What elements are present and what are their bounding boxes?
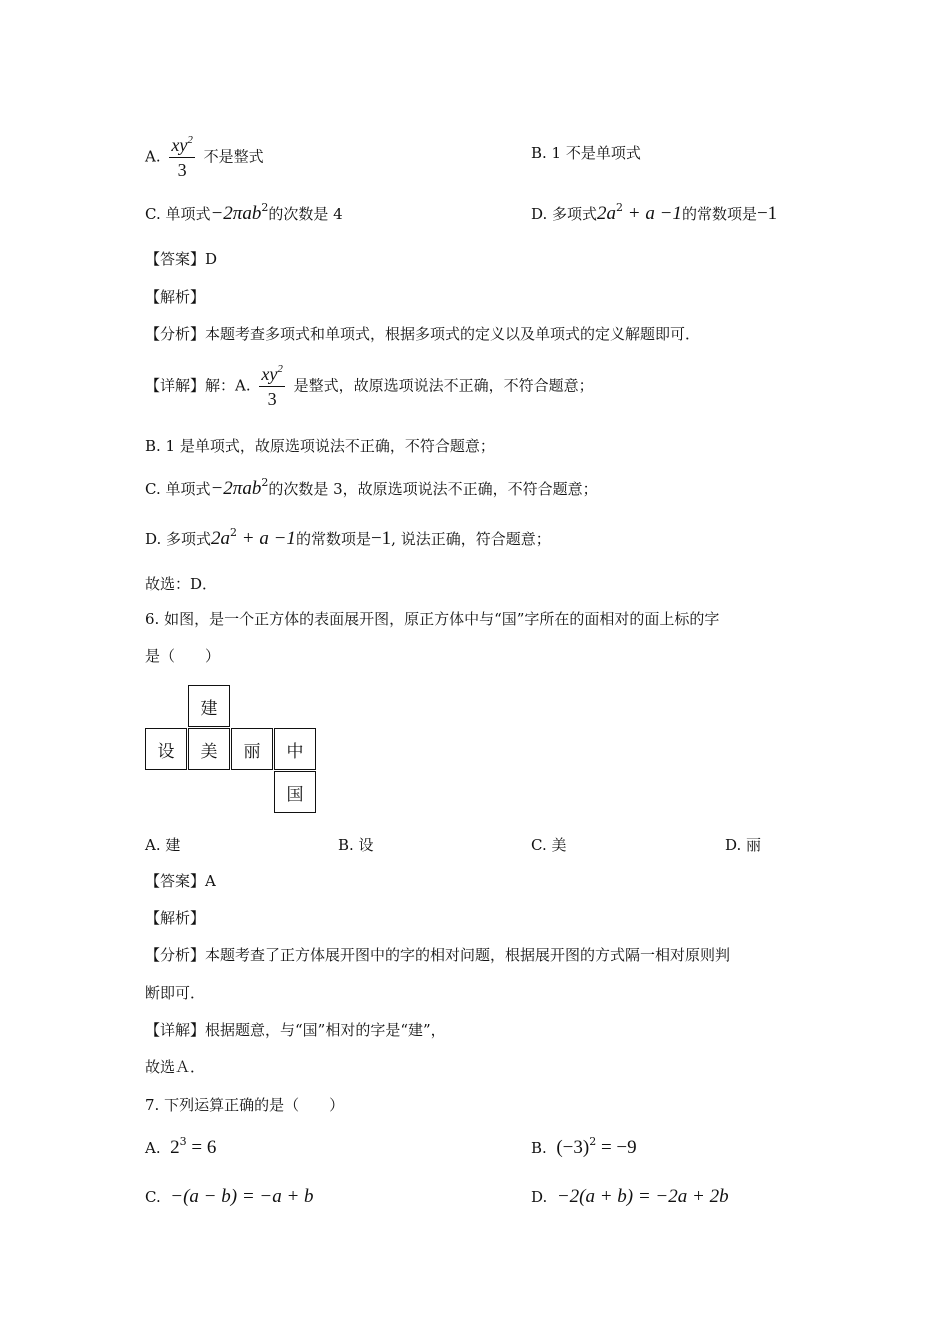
q5-detail-a-numerator: xy bbox=[261, 364, 278, 384]
q6-detail: 【详解】根据题意，与“国”相对的字是“建”， bbox=[145, 1021, 446, 1039]
q5-option-d-exponent: 2 bbox=[616, 201, 624, 214]
q5-option-d-expr-2: + a −1 bbox=[623, 203, 682, 224]
q5-detail-d-expr-2: + a −1 bbox=[237, 528, 296, 549]
q5-conclusion: 故选：D． bbox=[145, 575, 218, 593]
q5-option-c-suffix: 的次数是 4 bbox=[268, 205, 343, 223]
q7-option-c-expr: −(a − b) = −a + b bbox=[170, 1186, 314, 1207]
q5-detail-c bbox=[145, 476, 598, 499]
q5-option-d-prefix: D. 多项式 bbox=[531, 205, 598, 223]
q5-detail-c-exponent: 2 bbox=[261, 476, 269, 489]
q7-option-c bbox=[145, 1187, 314, 1207]
q5-detail-a-exponent: 2 bbox=[277, 363, 283, 375]
cube-net-figure bbox=[145, 685, 319, 816]
q6-option-d: D. 丽 bbox=[725, 836, 762, 854]
q7-option-b-exponent: 2 bbox=[589, 1135, 597, 1148]
q5-option-a-label: A. bbox=[145, 147, 161, 166]
q5-detail-a-prefix: 【详解】解：A. bbox=[145, 376, 251, 395]
q5-detail-d bbox=[145, 526, 551, 549]
q5-detail-d-prefix: D. 多项式 bbox=[145, 530, 212, 548]
q5-analysis-heading: 【解析】 bbox=[145, 288, 206, 306]
q5-detail-b: B. 1 是单项式，故原选项说法不正确，不符合题意； bbox=[145, 437, 495, 455]
net-cell-bottom: 国 bbox=[274, 771, 316, 813]
q5-detail-c-expr: −2πab bbox=[210, 478, 262, 499]
q5-detail-d-constant: −1 bbox=[370, 528, 392, 549]
q7-option-b-rest: = −9 bbox=[596, 1137, 637, 1158]
q7-option-b-label: B. bbox=[531, 1139, 547, 1157]
q7-option-a bbox=[145, 1135, 217, 1158]
q5-option-a-text: 不是整式 bbox=[203, 147, 264, 166]
q6-analysis-line-2: 断即可． bbox=[145, 984, 206, 1002]
q5-option-c bbox=[145, 201, 343, 224]
q5-detail-c-prefix: C. 单项式 bbox=[145, 480, 211, 498]
q5-option-a-fraction bbox=[169, 135, 194, 180]
q7-option-a-base: 2 bbox=[170, 1137, 180, 1158]
q6-conclusion: 故选Ａ． bbox=[145, 1058, 206, 1076]
q7-option-b-base: (−3) bbox=[556, 1137, 590, 1158]
net-cell-row-2: 美 bbox=[188, 728, 230, 770]
q7-option-c-label: C. bbox=[145, 1188, 161, 1206]
q6-analysis-heading: 【解析】 bbox=[145, 909, 206, 927]
q5-option-c-prefix: C. 单项式 bbox=[145, 205, 211, 223]
q7-option-d-label: D. bbox=[531, 1188, 548, 1206]
q5-option-c-exponent: 2 bbox=[261, 201, 269, 214]
q5-option-a-numerator: xy bbox=[171, 135, 188, 155]
q5-detail-d-suffix: , 说法正确，符合题意； bbox=[391, 530, 551, 548]
q7-option-b bbox=[531, 1135, 637, 1158]
q7-stem: 7. 下列运算正确的是（ ） bbox=[145, 1096, 345, 1114]
q5-option-d-suffix: 的常数项是 bbox=[681, 205, 757, 223]
q5-detail-d-exponent: 2 bbox=[230, 526, 238, 539]
q6-stem-line-1: 6. 如图，是一个正方体的表面展开图，原正方体中与“国”字所在的面相对的面上标的字 bbox=[145, 610, 720, 628]
q5-option-a bbox=[145, 135, 264, 180]
q7-option-a-exponent: 3 bbox=[179, 1135, 187, 1148]
q5-option-a-exponent: 2 bbox=[187, 134, 193, 146]
q5-option-b: B. 1 不是单项式 bbox=[531, 144, 641, 162]
q5-detail-d-expr-1: 2a bbox=[211, 528, 231, 549]
net-cell-row-4: 中 bbox=[274, 728, 316, 770]
q6-analysis-line-1: 【分析】本题考查了正方体展开图中的字的相对问题，根据展开图的方式隔一相对原则判 bbox=[145, 946, 731, 964]
q5-option-d-expr-1: 2a bbox=[597, 203, 617, 224]
q5-option-d bbox=[531, 201, 778, 224]
q5-detail-a bbox=[145, 364, 594, 409]
q5-detail-c-suffix: 的次数是 3，故原选项说法不正确，不符合题意； bbox=[268, 480, 598, 498]
q7-option-a-rest: = 6 bbox=[186, 1137, 217, 1158]
q6-option-a: A. 建 bbox=[145, 836, 181, 854]
q5-answer: 【答案】D bbox=[145, 250, 218, 268]
q5-analysis: 【分析】本题考查多项式和单项式，根据多项式的定义以及单项式的定义解题即可． bbox=[145, 325, 701, 343]
q7-option-d-expr: −2(a + b) = −2a + 2b bbox=[556, 1186, 729, 1207]
net-cell-row-1: 设 bbox=[145, 728, 187, 770]
q5-option-a-denominator: 3 bbox=[177, 160, 187, 180]
net-cell-top: 建 bbox=[188, 685, 230, 727]
q6-option-b: B. 设 bbox=[338, 836, 374, 854]
q6-answer: 【答案】A bbox=[145, 872, 216, 890]
q7-option-a-label: A. bbox=[145, 1139, 161, 1157]
q6-stem-line-2: 是（ ） bbox=[145, 647, 221, 665]
q5-detail-a-suffix: 是整式，故原选项说法不正确，不符合题意； bbox=[293, 376, 594, 395]
net-cell-row-3: 丽 bbox=[231, 728, 273, 770]
q6-option-c: C. 美 bbox=[531, 836, 567, 854]
q5-detail-a-denominator: 3 bbox=[267, 389, 277, 409]
q7-option-d bbox=[531, 1187, 729, 1207]
q5-detail-d-mid: 的常数项是 bbox=[295, 530, 371, 548]
q5-option-c-expr: −2πab bbox=[210, 203, 262, 224]
q5-detail-a-fraction bbox=[259, 364, 284, 409]
q5-option-d-constant: −1 bbox=[756, 203, 778, 224]
